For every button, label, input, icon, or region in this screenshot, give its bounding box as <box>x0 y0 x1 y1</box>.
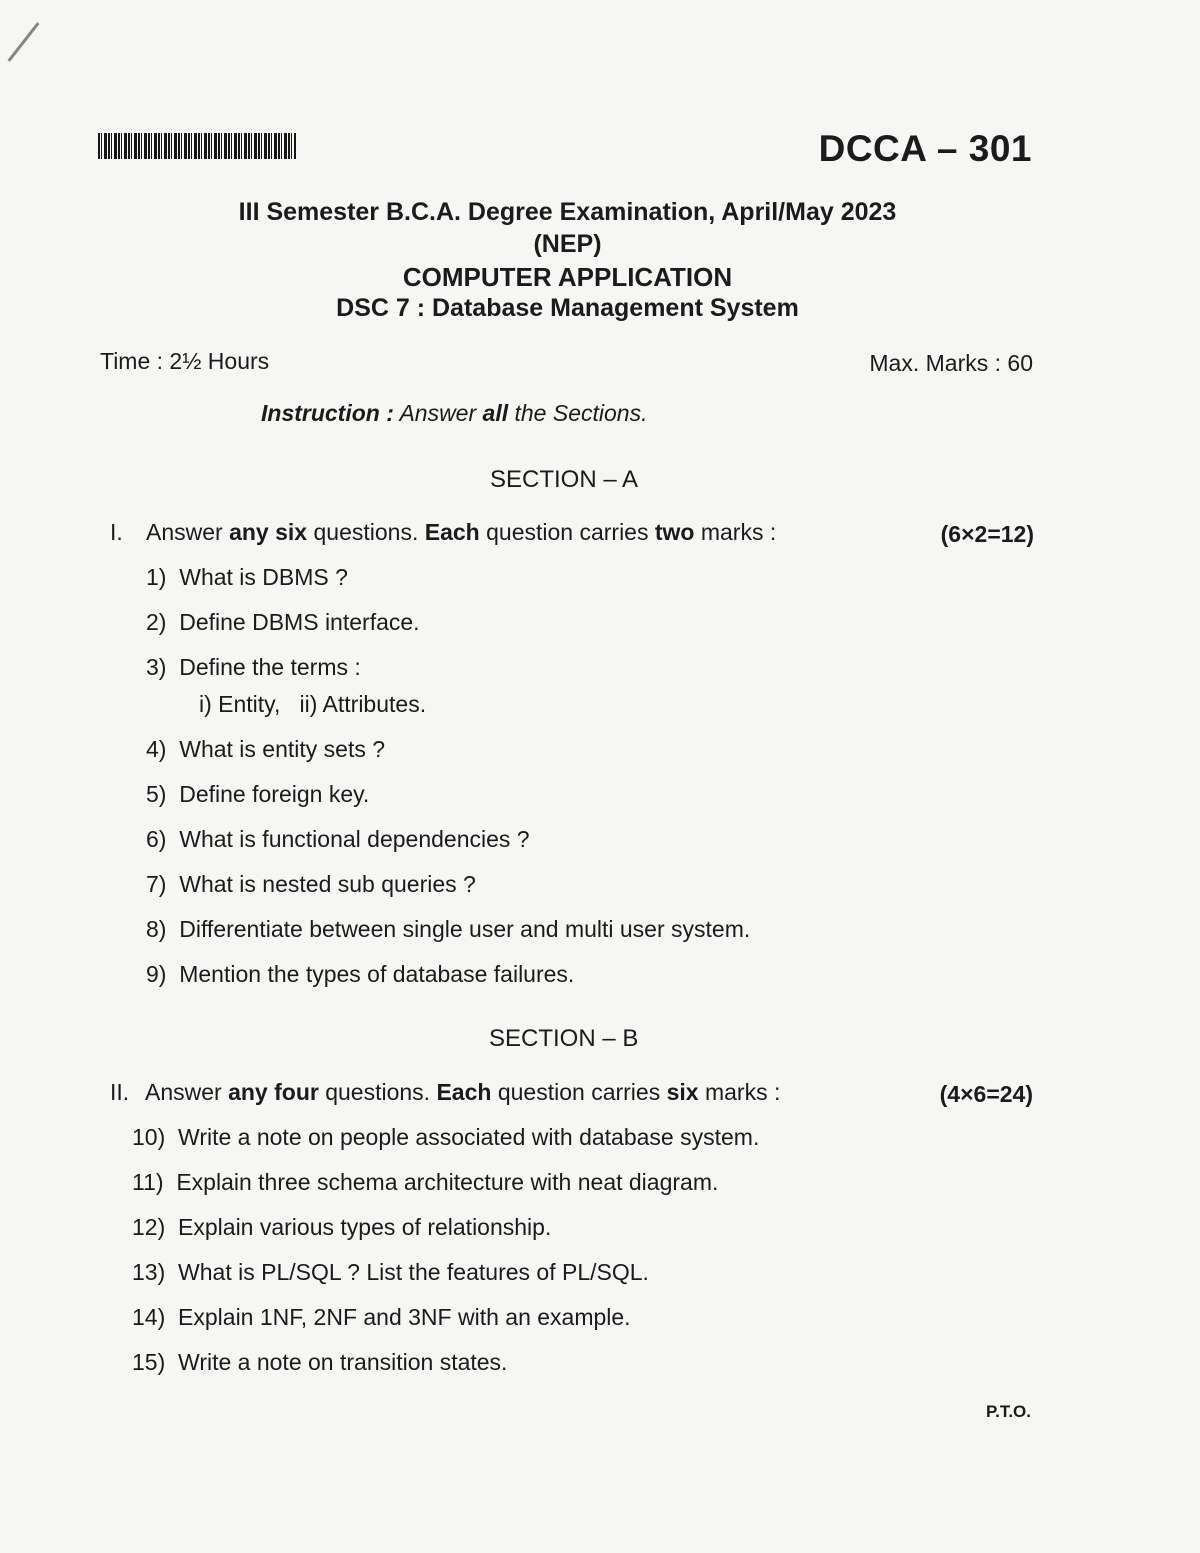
instruction <box>261 400 647 427</box>
page-turn-over: P.T.O. <box>985 1402 1031 1421</box>
question-item: 14) Explain 1NF, 2NF and 3NF with an example. <box>132 1304 631 1330</box>
barcode <box>98 133 296 159</box>
question-item: 8) Differentiate between single user and multi user system. <box>146 916 751 942</box>
question-item: 11) Explain three schema architecture with neat diagram. <box>132 1169 719 1195</box>
section-a-instruction: Answer any six questions. Each question carries two marks : <box>146 519 777 545</box>
question-item: 1) What is DBMS ? <box>146 564 348 590</box>
section-b-question-number: II. <box>110 1079 130 1105</box>
section-b-marks: (4×6=24) <box>939 1081 1033 1107</box>
subject-title: COMPUTER APPLICATION <box>402 262 733 292</box>
question-item: 2) Define DBMS interface. <box>146 609 420 635</box>
question-subitem: i) Entity, ii) Attributes. <box>199 691 427 717</box>
exam-duration: Time : 2½ Hours <box>100 348 270 374</box>
question-item: 5) Define foreign key. <box>146 781 370 807</box>
question-item: 15) Write a note on transition states. <box>132 1349 508 1375</box>
instruction-label: Instruction : <box>261 400 394 426</box>
section-a-question-number: I. <box>110 519 123 545</box>
question-item: 4) What is entity sets ? <box>146 736 386 762</box>
paper-title: DSC 7 : Database Management System <box>336 294 799 322</box>
instruction-post: the Sections. <box>514 400 648 426</box>
section-a-title: SECTION – A <box>490 466 639 493</box>
question-item: 12) Explain various types of relationship. <box>132 1214 552 1240</box>
max-marks: Max. Marks : 60 <box>869 350 1033 376</box>
section-a-marks: (6×2=12) <box>940 521 1034 547</box>
instruction-bold: all <box>482 400 509 426</box>
section-b-title: SECTION – B <box>489 1025 639 1052</box>
question-item: 10) Write a note on people associated with database system. <box>132 1124 760 1150</box>
exam-title: III Semester B.C.A. Degree Examination, April/May 2023 <box>238 198 897 226</box>
question-item: 13) What is PL/SQL ? List the features of PL/SQL. <box>132 1259 649 1285</box>
question-item: 3) Define the terms : <box>146 654 361 680</box>
pen-mark <box>8 22 40 62</box>
paper-code: DCCA – 301 <box>818 128 1032 169</box>
instruction-pre: Answer <box>399 400 477 426</box>
exam-scheme: (NEP) <box>533 230 602 258</box>
question-item: 7) What is nested sub queries ? <box>146 871 476 897</box>
question-item: 6) What is functional dependencies ? <box>146 826 530 852</box>
question-item: 9) Mention the types of database failures. <box>146 961 575 987</box>
section-b-instruction: Answer any four questions. Each question carries six marks : <box>145 1079 781 1105</box>
